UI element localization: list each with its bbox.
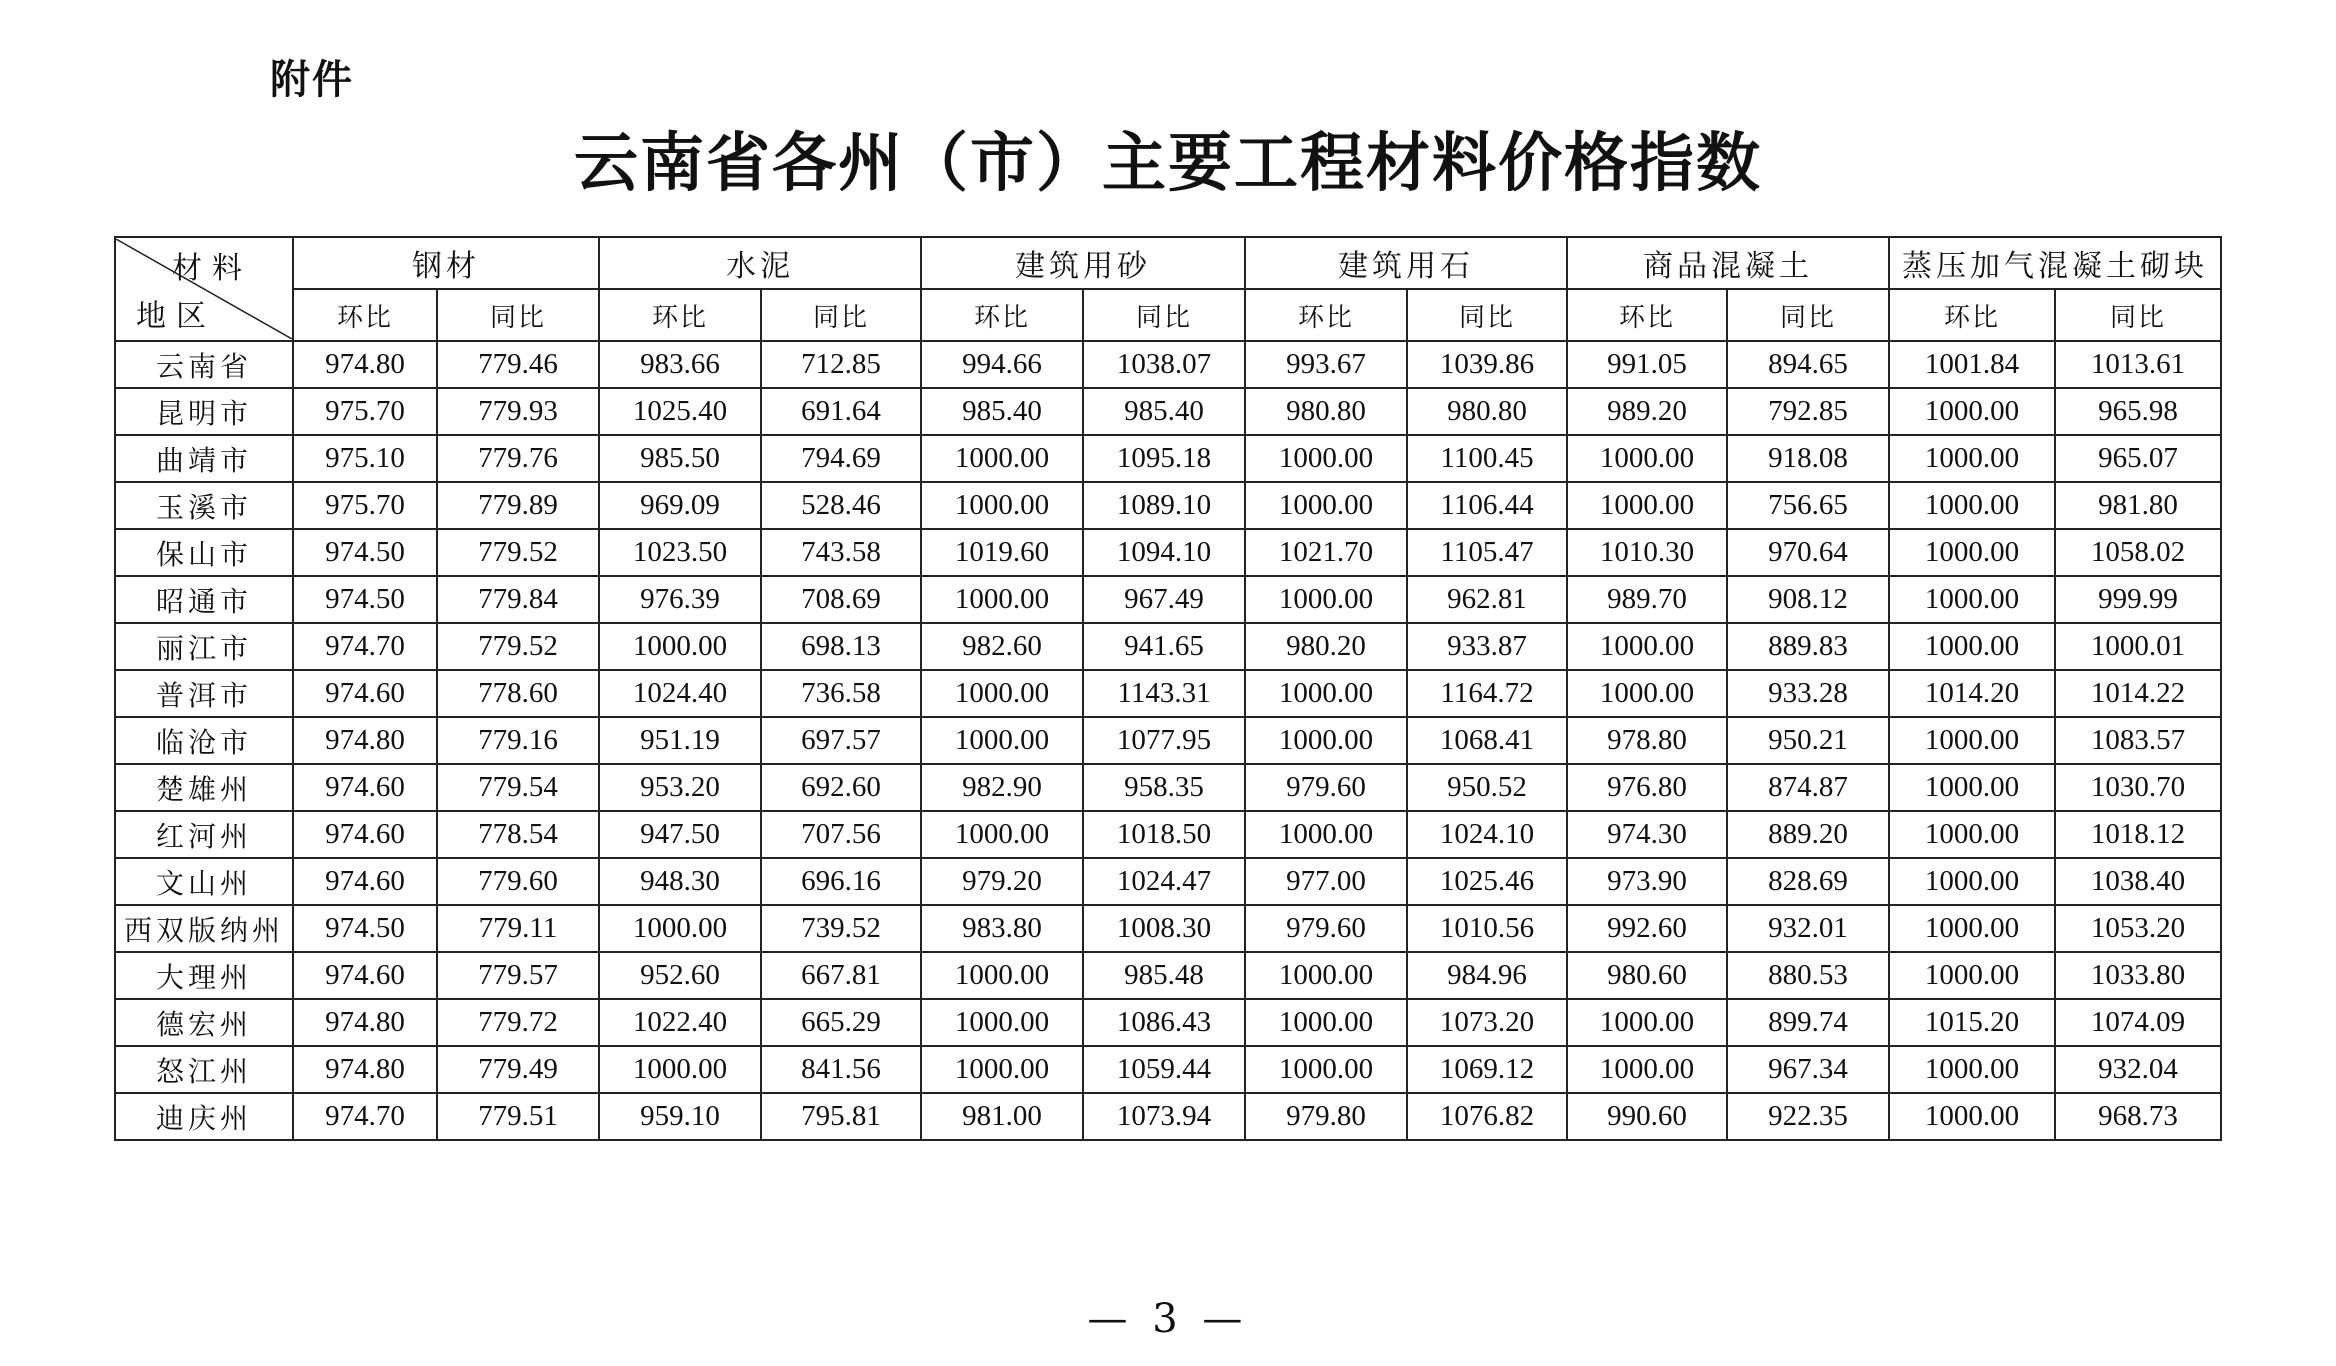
index-value-cell: 712.85 bbox=[761, 341, 921, 388]
index-value-cell: 982.90 bbox=[921, 764, 1083, 811]
index-value-cell: 1000.00 bbox=[1567, 999, 1727, 1046]
index-value-cell: 1018.12 bbox=[2055, 811, 2221, 858]
index-value-cell: 985.50 bbox=[599, 435, 761, 482]
corner-region-label: 地区 bbox=[136, 299, 216, 334]
index-value-cell: 979.60 bbox=[1245, 764, 1407, 811]
index-value-cell: 779.46 bbox=[437, 341, 599, 388]
index-value-cell: 967.34 bbox=[1727, 1046, 1889, 1093]
index-value-cell: 697.57 bbox=[761, 717, 921, 764]
subheader-yoy: 同比 bbox=[2055, 289, 2221, 341]
index-value-cell: 1008.30 bbox=[1083, 905, 1245, 952]
subheader-yoy: 同比 bbox=[761, 289, 921, 341]
index-value-cell: 779.52 bbox=[437, 529, 599, 576]
index-value-cell: 981.80 bbox=[2055, 482, 2221, 529]
index-value-cell: 974.50 bbox=[293, 905, 437, 952]
index-value-cell: 1000.00 bbox=[1889, 576, 2055, 623]
index-value-cell: 707.56 bbox=[761, 811, 921, 858]
index-value-cell: 965.98 bbox=[2055, 388, 2221, 435]
region-name-cell: 昭通市 bbox=[115, 576, 293, 623]
index-value-cell: 1023.50 bbox=[599, 529, 761, 576]
index-value-cell: 880.53 bbox=[1727, 952, 1889, 999]
index-value-cell: 974.80 bbox=[293, 999, 437, 1046]
index-value-cell: 1025.40 bbox=[599, 388, 761, 435]
index-value-cell: 1000.00 bbox=[1245, 999, 1407, 1046]
index-value-cell: 665.29 bbox=[761, 999, 921, 1046]
index-value-cell: 1100.45 bbox=[1407, 435, 1567, 482]
index-value-cell: 994.66 bbox=[921, 341, 1083, 388]
region-name-cell: 云南省 bbox=[115, 341, 293, 388]
index-value-cell: 1000.00 bbox=[1889, 482, 2055, 529]
table-row bbox=[115, 811, 2221, 858]
index-value-cell: 1000.00 bbox=[1245, 482, 1407, 529]
index-value-cell: 965.07 bbox=[2055, 435, 2221, 482]
index-value-cell: 999.99 bbox=[2055, 576, 2221, 623]
index-value-cell: 969.09 bbox=[599, 482, 761, 529]
index-value-cell: 1069.12 bbox=[1407, 1046, 1567, 1093]
index-value-cell: 528.46 bbox=[761, 482, 921, 529]
index-value-cell: 985.40 bbox=[1083, 388, 1245, 435]
index-value-cell: 975.10 bbox=[293, 435, 437, 482]
index-value-cell: 1095.18 bbox=[1083, 435, 1245, 482]
index-value-cell: 974.50 bbox=[293, 529, 437, 576]
index-value-cell: 974.80 bbox=[293, 1046, 437, 1093]
index-value-cell: 1164.72 bbox=[1407, 670, 1567, 717]
index-value-cell: 1024.10 bbox=[1407, 811, 1567, 858]
table-row bbox=[115, 717, 2221, 764]
index-value-cell: 974.60 bbox=[293, 811, 437, 858]
region-name-cell: 普洱市 bbox=[115, 670, 293, 717]
index-value-cell: 1000.00 bbox=[921, 576, 1083, 623]
index-value-cell: 1000.00 bbox=[1889, 529, 2055, 576]
region-name-cell: 昆明市 bbox=[115, 388, 293, 435]
index-value-cell: 1024.47 bbox=[1083, 858, 1245, 905]
subheader-mom: 环比 bbox=[1567, 289, 1727, 341]
index-value-cell: 1000.00 bbox=[921, 1046, 1083, 1093]
index-value-cell: 952.60 bbox=[599, 952, 761, 999]
index-value-cell: 1021.70 bbox=[1245, 529, 1407, 576]
index-value-cell: 984.96 bbox=[1407, 952, 1567, 999]
index-value-cell: 778.60 bbox=[437, 670, 599, 717]
index-value-cell: 1015.20 bbox=[1889, 999, 2055, 1046]
index-value-cell: 1000.00 bbox=[1889, 388, 2055, 435]
index-value-cell: 779.57 bbox=[437, 952, 599, 999]
index-value-cell: 941.65 bbox=[1083, 623, 1245, 670]
index-value-cell: 974.30 bbox=[1567, 811, 1727, 858]
index-value-cell: 974.60 bbox=[293, 858, 437, 905]
index-value-cell: 982.60 bbox=[921, 623, 1083, 670]
index-value-cell: 967.49 bbox=[1083, 576, 1245, 623]
index-value-cell: 779.60 bbox=[437, 858, 599, 905]
index-value-cell: 899.74 bbox=[1727, 999, 1889, 1046]
index-value-cell: 974.70 bbox=[293, 1093, 437, 1140]
index-value-cell: 980.20 bbox=[1245, 623, 1407, 670]
index-value-cell: 1022.40 bbox=[599, 999, 761, 1046]
index-value-cell: 953.20 bbox=[599, 764, 761, 811]
index-value-cell: 1000.00 bbox=[1889, 905, 2055, 952]
table-row bbox=[115, 388, 2221, 435]
subheader-yoy: 同比 bbox=[1083, 289, 1245, 341]
index-value-cell: 667.81 bbox=[761, 952, 921, 999]
index-value-cell: 1000.01 bbox=[2055, 623, 2221, 670]
index-value-cell: 933.28 bbox=[1727, 670, 1889, 717]
index-value-cell: 1014.22 bbox=[2055, 670, 2221, 717]
index-value-cell: 1000.00 bbox=[1567, 1046, 1727, 1093]
corner-header bbox=[115, 237, 293, 341]
index-value-cell: 974.60 bbox=[293, 952, 437, 999]
index-value-cell: 908.12 bbox=[1727, 576, 1889, 623]
index-value-cell: 1038.07 bbox=[1083, 341, 1245, 388]
subheader-yoy: 同比 bbox=[1727, 289, 1889, 341]
index-value-cell: 1105.47 bbox=[1407, 529, 1567, 576]
subheader-mom: 环比 bbox=[293, 289, 437, 341]
index-value-cell: 1074.09 bbox=[2055, 999, 2221, 1046]
region-name-cell: 迪庆州 bbox=[115, 1093, 293, 1140]
index-value-cell: 779.51 bbox=[437, 1093, 599, 1140]
index-value-cell: 989.70 bbox=[1567, 576, 1727, 623]
index-value-cell: 1001.84 bbox=[1889, 341, 2055, 388]
index-value-cell: 985.48 bbox=[1083, 952, 1245, 999]
table-row bbox=[115, 482, 2221, 529]
index-value-cell: 989.20 bbox=[1567, 388, 1727, 435]
index-value-cell: 978.80 bbox=[1567, 717, 1727, 764]
index-value-cell: 991.05 bbox=[1567, 341, 1727, 388]
table-row bbox=[115, 999, 2221, 1046]
index-value-cell: 1000.00 bbox=[1889, 1046, 2055, 1093]
index-value-cell: 1010.56 bbox=[1407, 905, 1567, 952]
region-name-cell: 红河州 bbox=[115, 811, 293, 858]
index-value-cell: 1083.57 bbox=[2055, 717, 2221, 764]
index-value-cell: 779.93 bbox=[437, 388, 599, 435]
index-value-cell: 1000.00 bbox=[1245, 1046, 1407, 1093]
index-value-cell: 975.70 bbox=[293, 388, 437, 435]
index-value-cell: 973.90 bbox=[1567, 858, 1727, 905]
index-value-cell: 918.08 bbox=[1727, 435, 1889, 482]
index-value-cell: 779.76 bbox=[437, 435, 599, 482]
index-value-cell: 874.87 bbox=[1727, 764, 1889, 811]
index-value-cell: 1000.00 bbox=[1245, 811, 1407, 858]
index-value-cell: 981.00 bbox=[921, 1093, 1083, 1140]
index-value-cell: 1073.20 bbox=[1407, 999, 1567, 1046]
subheader-yoy: 同比 bbox=[437, 289, 599, 341]
index-value-cell: 779.52 bbox=[437, 623, 599, 670]
index-value-cell: 1019.60 bbox=[921, 529, 1083, 576]
region-name-cell: 怒江州 bbox=[115, 1046, 293, 1093]
index-value-cell: 950.21 bbox=[1727, 717, 1889, 764]
index-value-cell: 977.00 bbox=[1245, 858, 1407, 905]
index-value-cell: 1018.50 bbox=[1083, 811, 1245, 858]
region-name-cell: 临沧市 bbox=[115, 717, 293, 764]
table-row bbox=[115, 952, 2221, 999]
index-value-cell: 950.52 bbox=[1407, 764, 1567, 811]
index-value-cell: 1000.00 bbox=[1245, 717, 1407, 764]
index-value-cell: 958.35 bbox=[1083, 764, 1245, 811]
table-row bbox=[115, 764, 2221, 811]
index-value-cell: 1059.44 bbox=[1083, 1046, 1245, 1093]
index-value-cell: 1033.80 bbox=[2055, 952, 2221, 999]
index-value-cell: 993.67 bbox=[1245, 341, 1407, 388]
table-row bbox=[115, 341, 2221, 388]
document-title: 云南省各州（市）主要工程材料价格指数 bbox=[574, 127, 1762, 201]
index-value-cell: 1000.00 bbox=[1567, 623, 1727, 670]
table-body bbox=[115, 341, 2221, 1140]
index-value-cell: 1000.00 bbox=[1567, 482, 1727, 529]
index-value-cell: 1000.00 bbox=[921, 670, 1083, 717]
index-value-cell: 974.80 bbox=[293, 717, 437, 764]
index-value-cell: 992.60 bbox=[1567, 905, 1727, 952]
index-value-cell: 1106.44 bbox=[1407, 482, 1567, 529]
index-value-cell: 1000.00 bbox=[1889, 952, 2055, 999]
corner-material-label: 材料 bbox=[172, 251, 252, 286]
region-name-cell: 西双版纳州 bbox=[115, 905, 293, 952]
index-value-cell: 841.56 bbox=[761, 1046, 921, 1093]
index-value-cell: 779.16 bbox=[437, 717, 599, 764]
index-value-cell: 1053.20 bbox=[2055, 905, 2221, 952]
index-value-cell: 739.52 bbox=[761, 905, 921, 952]
index-value-cell: 968.73 bbox=[2055, 1093, 2221, 1140]
index-value-cell: 980.60 bbox=[1567, 952, 1727, 999]
index-value-cell: 948.30 bbox=[599, 858, 761, 905]
index-value-cell: 1024.40 bbox=[599, 670, 761, 717]
region-name-cell: 楚雄州 bbox=[115, 764, 293, 811]
material-header-cement: 水泥 bbox=[599, 237, 921, 289]
attachment-label: 附件 bbox=[270, 57, 354, 103]
index-value-cell: 1039.86 bbox=[1407, 341, 1567, 388]
index-value-cell: 692.60 bbox=[761, 764, 921, 811]
material-header-concrete: 商品混凝土 bbox=[1567, 237, 1889, 289]
index-value-cell: 932.01 bbox=[1727, 905, 1889, 952]
index-value-cell: 1000.00 bbox=[921, 952, 1083, 999]
subheader-mom: 环比 bbox=[599, 289, 761, 341]
index-value-cell: 1077.95 bbox=[1083, 717, 1245, 764]
table-row bbox=[115, 576, 2221, 623]
index-value-cell: 779.11 bbox=[437, 905, 599, 952]
index-value-cell: 1143.31 bbox=[1083, 670, 1245, 717]
index-value-cell: 696.16 bbox=[761, 858, 921, 905]
index-value-cell: 792.85 bbox=[1727, 388, 1889, 435]
index-value-cell: 708.69 bbox=[761, 576, 921, 623]
index-value-cell: 1000.00 bbox=[1889, 764, 2055, 811]
index-value-cell: 1000.00 bbox=[1245, 435, 1407, 482]
index-value-cell: 933.87 bbox=[1407, 623, 1567, 670]
index-value-cell: 1000.00 bbox=[921, 999, 1083, 1046]
index-value-cell: 889.20 bbox=[1727, 811, 1889, 858]
region-name-cell: 保山市 bbox=[115, 529, 293, 576]
region-name-cell: 大理州 bbox=[115, 952, 293, 999]
index-value-cell: 1000.00 bbox=[1567, 435, 1727, 482]
index-value-cell: 795.81 bbox=[761, 1093, 921, 1140]
index-value-cell: 985.40 bbox=[921, 388, 1083, 435]
index-value-cell: 976.39 bbox=[599, 576, 761, 623]
region-name-cell: 丽江市 bbox=[115, 623, 293, 670]
index-value-cell: 736.58 bbox=[761, 670, 921, 717]
index-value-cell: 1000.00 bbox=[1889, 858, 2055, 905]
index-value-cell: 1076.82 bbox=[1407, 1093, 1567, 1140]
index-value-cell: 828.69 bbox=[1727, 858, 1889, 905]
subheader-mom: 环比 bbox=[1245, 289, 1407, 341]
index-value-cell: 1000.00 bbox=[599, 1046, 761, 1093]
subheader-yoy: 同比 bbox=[1407, 289, 1567, 341]
material-header-stone: 建筑用石 bbox=[1245, 237, 1567, 289]
index-value-cell: 922.35 bbox=[1727, 1093, 1889, 1140]
index-value-cell: 779.49 bbox=[437, 1046, 599, 1093]
index-value-cell: 779.84 bbox=[437, 576, 599, 623]
index-value-cell: 1089.10 bbox=[1083, 482, 1245, 529]
index-value-cell: 974.80 bbox=[293, 341, 437, 388]
index-value-cell: 1073.94 bbox=[1083, 1093, 1245, 1140]
index-value-cell: 1010.30 bbox=[1567, 529, 1727, 576]
index-value-cell: 1000.00 bbox=[921, 811, 1083, 858]
index-value-cell: 979.60 bbox=[1245, 905, 1407, 952]
index-value-cell: 1000.00 bbox=[599, 905, 761, 952]
region-name-cell: 文山州 bbox=[115, 858, 293, 905]
region-name-cell: 玉溪市 bbox=[115, 482, 293, 529]
index-value-cell: 1000.00 bbox=[1889, 435, 2055, 482]
index-value-cell: 1058.02 bbox=[2055, 529, 2221, 576]
index-value-cell: 1000.00 bbox=[1889, 717, 2055, 764]
index-value-cell: 980.80 bbox=[1245, 388, 1407, 435]
index-value-cell: 1000.00 bbox=[599, 623, 761, 670]
index-value-cell: 980.80 bbox=[1407, 388, 1567, 435]
index-value-cell: 947.50 bbox=[599, 811, 761, 858]
table-row bbox=[115, 435, 2221, 482]
index-value-cell: 1086.43 bbox=[1083, 999, 1245, 1046]
index-value-cell: 979.20 bbox=[921, 858, 1083, 905]
material-header-aerated-block: 蒸压加气混凝土砌块 bbox=[1889, 237, 2221, 289]
table-row bbox=[115, 1046, 2221, 1093]
index-value-cell: 1030.70 bbox=[2055, 764, 2221, 811]
index-value-cell: 983.66 bbox=[599, 341, 761, 388]
index-value-cell: 962.81 bbox=[1407, 576, 1567, 623]
index-value-cell: 698.13 bbox=[761, 623, 921, 670]
index-value-cell: 691.64 bbox=[761, 388, 921, 435]
region-name-cell: 曲靖市 bbox=[115, 435, 293, 482]
table-row bbox=[115, 529, 2221, 576]
index-value-cell: 1000.00 bbox=[921, 435, 1083, 482]
index-value-cell: 970.64 bbox=[1727, 529, 1889, 576]
index-value-cell: 794.69 bbox=[761, 435, 921, 482]
index-value-cell: 779.54 bbox=[437, 764, 599, 811]
price-index-table bbox=[114, 236, 2222, 1141]
index-value-cell: 1013.61 bbox=[2055, 341, 2221, 388]
index-value-cell: 889.83 bbox=[1727, 623, 1889, 670]
index-value-cell: 983.80 bbox=[921, 905, 1083, 952]
index-value-cell: 1094.10 bbox=[1083, 529, 1245, 576]
index-value-cell: 1025.46 bbox=[1407, 858, 1567, 905]
index-value-cell: 779.72 bbox=[437, 999, 599, 1046]
index-value-cell: 1000.00 bbox=[921, 482, 1083, 529]
material-header-steel: 钢材 bbox=[293, 237, 599, 289]
index-value-cell: 779.89 bbox=[437, 482, 599, 529]
index-value-cell: 778.54 bbox=[437, 811, 599, 858]
subheader-mom: 环比 bbox=[921, 289, 1083, 341]
index-value-cell: 979.80 bbox=[1245, 1093, 1407, 1140]
table-row bbox=[115, 858, 2221, 905]
table-row bbox=[115, 1093, 2221, 1140]
index-value-cell: 976.80 bbox=[1567, 764, 1727, 811]
index-value-cell: 1000.00 bbox=[921, 717, 1083, 764]
index-value-cell: 1000.00 bbox=[1245, 576, 1407, 623]
region-name-cell: 德宏州 bbox=[115, 999, 293, 1046]
index-value-cell: 990.60 bbox=[1567, 1093, 1727, 1140]
index-value-cell: 974.70 bbox=[293, 623, 437, 670]
index-value-cell: 1038.40 bbox=[2055, 858, 2221, 905]
subheader-mom: 环比 bbox=[1889, 289, 2055, 341]
index-value-cell: 1000.00 bbox=[1245, 952, 1407, 999]
index-value-cell: 959.10 bbox=[599, 1093, 761, 1140]
index-value-cell: 1000.00 bbox=[1889, 1093, 2055, 1140]
index-value-cell: 975.70 bbox=[293, 482, 437, 529]
index-value-cell: 1000.00 bbox=[1889, 811, 2055, 858]
index-value-cell: 756.65 bbox=[1727, 482, 1889, 529]
index-value-cell: 974.60 bbox=[293, 670, 437, 717]
index-value-cell: 1000.00 bbox=[1245, 670, 1407, 717]
index-value-cell: 1014.20 bbox=[1889, 670, 2055, 717]
index-value-cell: 951.19 bbox=[599, 717, 761, 764]
index-value-cell: 932.04 bbox=[2055, 1046, 2221, 1093]
index-value-cell: 974.60 bbox=[293, 764, 437, 811]
index-value-cell: 894.65 bbox=[1727, 341, 1889, 388]
index-value-cell: 743.58 bbox=[761, 529, 921, 576]
table-row bbox=[115, 670, 2221, 717]
material-header-sand: 建筑用砂 bbox=[921, 237, 1245, 289]
index-value-cell: 974.50 bbox=[293, 576, 437, 623]
table-row bbox=[115, 905, 2221, 952]
index-value-cell: 1000.00 bbox=[1567, 670, 1727, 717]
page-number: — 3 — bbox=[1087, 1296, 1249, 1342]
table-row bbox=[115, 623, 2221, 670]
index-value-cell: 1000.00 bbox=[1889, 623, 2055, 670]
index-value-cell: 1068.41 bbox=[1407, 717, 1567, 764]
